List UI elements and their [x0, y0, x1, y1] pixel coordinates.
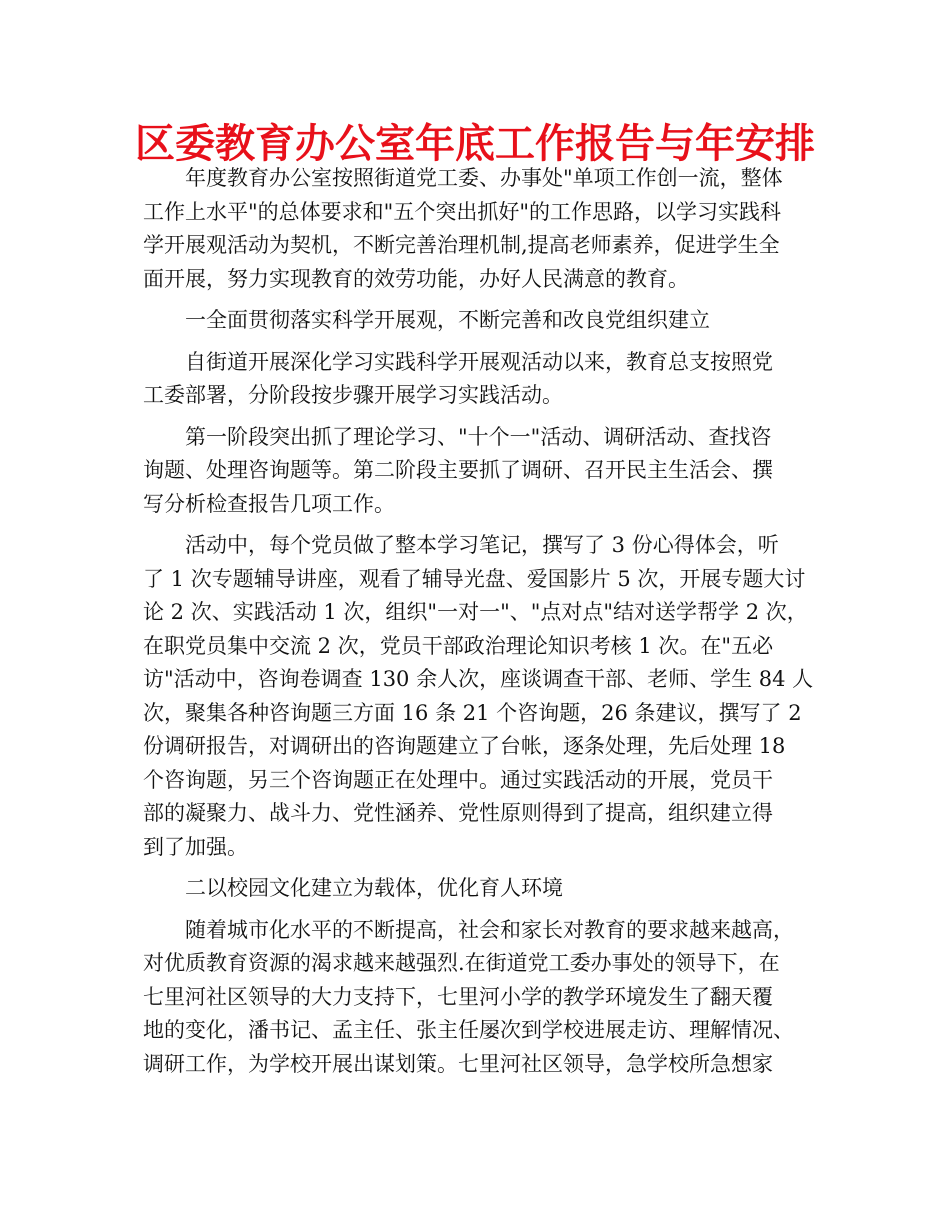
- text-line: 在职党员集中交流 2 次，党员干部政治理论知识考核 1 次。在"五必: [143, 633, 774, 658]
- text-line: 学开展观活动为契机，不断完善治理机制,提高老师素养，促进学生全: [143, 233, 780, 257]
- section-heading: 一全面贯彻落实科学开展观，不断完善和改良党组织建立: [185, 308, 710, 332]
- text-line: 个咨询题，另三个咨询题正在处理中。通过实践活动的开展，党员干: [143, 767, 773, 792]
- text-line: 自街道开展深化学习实践科学开展观活动以来，教育总支按照党: [185, 349, 773, 374]
- text-line: 访"活动中，咨询卷调查 130 余人次，座谈调查干部、老师、学生 84 人: [143, 667, 814, 691]
- text-line: 到了加强。: [143, 834, 248, 859]
- text-line: 论 2 次、实践活动 1 次，组织"一对一"、"点对点"结对送学帮学 2 次，: [143, 600, 808, 624]
- document-body: [143, 162, 815, 1081]
- text-line: 对优质教育资源的渴求越来越强烈.在街道党工委办事处的领导下，在: [143, 951, 780, 975]
- text-line: 调研工作，为学校开展出谋划策。七里河社区领导，急学校所急想家: [143, 1051, 773, 1076]
- text-line: 随着城市化水平的不断提高，社会和家长对教育的要求越来越高，: [185, 917, 794, 942]
- text-line: 询题、处理咨询题等。第二阶段主要抓了调研、召开民主生活会、撰: [143, 458, 773, 482]
- text-line: 地的变化，潘书记、孟主任、张主任屡次到学校进展走访、理解情况、: [143, 1018, 794, 1042]
- text-line: 活动中，每个党员做了整本学习笔记，撰写了 3 份心得体会，听: [185, 533, 779, 557]
- text-line: 次，聚集各种咨询题三方面 16 条 21 个咨询题，26 条建议，撰写了 2: [143, 700, 802, 725]
- text-line: 份调研报告，对调研出的咨询题建立了台帐，逐条处理，先后处理 18: [143, 734, 786, 758]
- text-line: 工作上水平"的总体要求和"五个突出抓好"的工作思路，以学习实践科: [143, 199, 781, 224]
- text-line: 面开展，努力实现教育的效劳功能，办好人民满意的教育。: [143, 266, 689, 291]
- text-line: 部的凝聚力、战斗力、党性涵养、党性原则得到了提高，组织建立得: [143, 801, 773, 825]
- section-heading: 二以校园文化建立为载体，优化育人环境: [185, 876, 563, 900]
- text-line: 工委部署，分阶段按步骤开展学习实践活动。: [143, 383, 563, 407]
- text-line: 了 1 次专题辅导讲座，观看了辅导光盘、爱国影片 5 次，开展专题大讨: [143, 566, 806, 591]
- text-line: 年度教育办公室按照街道党工委、办事处"单项工作创一流，整体: [185, 166, 783, 190]
- document-title: 区委教育办公室年底工作报告与年安排: [135, 121, 815, 167]
- text-line: 第一阶段突出抓了理论学习、"十个一"活动、调研活动、查找咨: [185, 424, 772, 449]
- text-line: 写分析检查报告几项工作。: [143, 491, 395, 516]
- text-line: 七里河社区领导的大力支持下，七里河小学的教学环境发生了翻天覆: [143, 984, 773, 1009]
